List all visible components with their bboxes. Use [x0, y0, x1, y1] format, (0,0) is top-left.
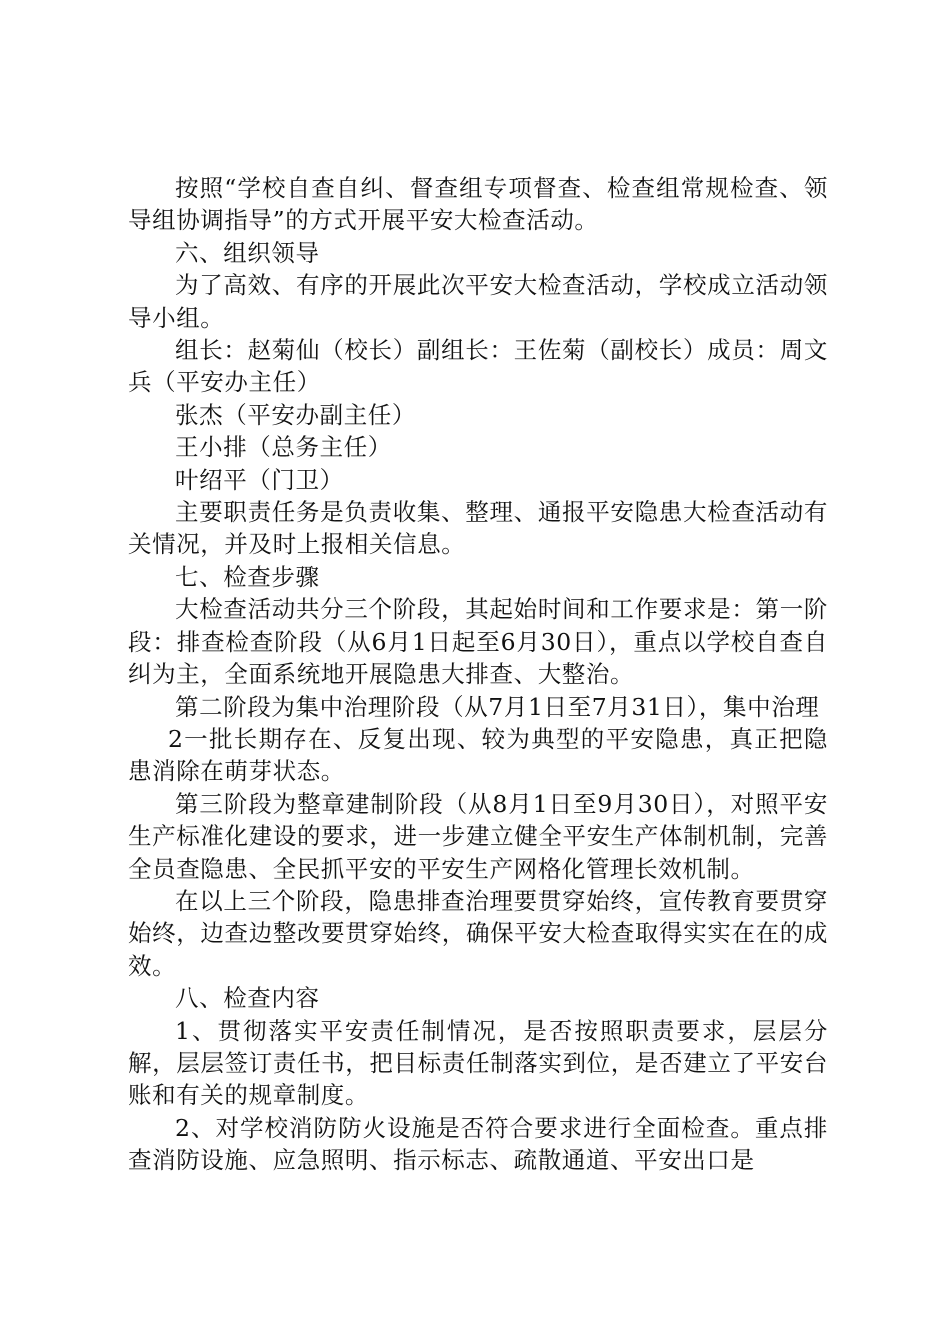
paragraph-content-item-2: 2、对学校消防防火设施是否符合要求进行全面检查。重点排查消防设施、应急照明、指示标志、疏散通道、平安出口是 [128, 1113, 828, 1175]
paragraph-leadership-group: 为了高效、有序的开展此次平安大检查活动，学校成立活动领导小组。 [128, 271, 828, 332]
member-wang-xiaopai: 王小排（总务主任） [175, 433, 392, 462]
paragraph-stage-three: 第三阶段为整章建制阶段（从8月1日至9月30日），对照平安生产标准化建设的要求，进一步建立健全平安生产体制机制，完善全员查隐患、全民抓平安的平安生产网格化管理长效机制。 [128, 789, 828, 883]
paragraph-inspection-method: 按照“学校自查自纠、督查组专项督查、检查组常规检查、领导组协调指导”的方式开展平安大检查活动。 [128, 174, 828, 235]
heading-inspection-content: 八、检查内容 [175, 984, 320, 1013]
heading-organization: 六、组织领导 [175, 238, 320, 267]
paragraph-members: 组长：赵菊仙（校长）副组长：王佐菊（副校长）成员：周文兵（平安办主任） [128, 336, 828, 397]
document-body [128, 172, 828, 1177]
paragraph-content-item-1: 1、贯彻落实平安责任制情况，是否按照职责要求，层层分解，层层签订责任书，把目标责任制落实到位，是否建立了平安台账和有关的规章制度。 [128, 1016, 828, 1110]
paragraph-stage-one: 大检查活动共分三个阶段，其起始时间和工作要求是：第一阶段：排查检查阶段（从6月1日起至6月30日），重点以学校自查自纠为主，全面系统地开展隐患大排查、大整治。 [128, 595, 828, 689]
paragraph-duties: 主要职责任务是负责收集、整理、通报平安隐患大检查活动有关情况，并及时上报相关信息。 [128, 498, 828, 559]
member-ye-shaoping: 叶绍平（门卫） [175, 465, 344, 494]
heading-inspection-steps: 七、检查步骤 [175, 562, 320, 591]
paragraph-stage-two: 第二阶段为集中治理阶段（从7月1日至7月31日），集中治理 [175, 692, 820, 721]
paragraph-stage-two-continued: 2一批长期存在、反复出现、较为典型的平安隐患，真正把隐患消除在萌芽状态。 [128, 724, 828, 786]
paragraph-throughout: 在以上三个阶段，隐患排查治理要贯穿始终，宣传教育要贯穿始终，边查边整改要贯穿始终，确保平安大检查取得实实在在的成效。 [128, 886, 828, 980]
member-zhang-jie: 张杰（平安办副主任） [175, 400, 416, 429]
